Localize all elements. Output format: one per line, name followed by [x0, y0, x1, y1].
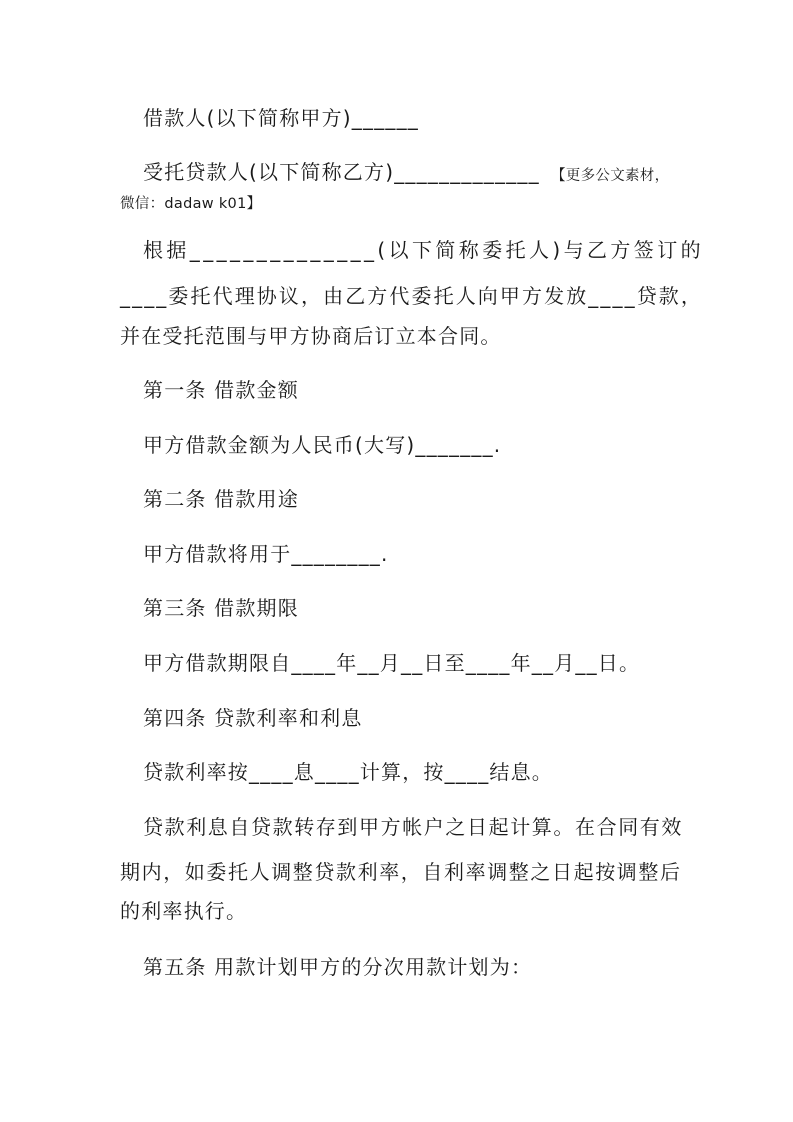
- article-5-heading: 第五条 用款计划甲方的分次用款计划为：: [143, 955, 533, 979]
- article-3-heading: 第三条 借款期限: [143, 596, 299, 620]
- interest-paragraph-line-3: 的利率执行。: [120, 899, 248, 923]
- article-1-body: 甲方借款金额为人民币(大写)_______.: [143, 433, 502, 457]
- interest-paragraph-line-2: 期内，如委托人调整贷款利率，自利率调整之日起按调整后: [120, 860, 682, 884]
- preamble-line-1: 根据______________(以下简称委托人)与乙方签订的: [143, 238, 705, 262]
- article-4-body: 贷款利率按____息____计算，按____结息。: [143, 760, 553, 784]
- borrower-line: 借款人(以下简称甲方)______: [143, 106, 420, 130]
- promo-note-line-1: 【更多公文素材，: [551, 168, 670, 184]
- article-1-heading: 第一条 借款金额: [143, 378, 299, 402]
- promo-note-line-2: 微信：dadaw k01】: [120, 196, 262, 212]
- article-3-body: 甲方借款期限自____年__月__日至____年__月__日。: [143, 651, 641, 675]
- preamble-line-2: ____委托代理协议，由乙方代委托人向甲方发放____贷款，: [120, 284, 703, 308]
- article-2-body: 甲方借款将用于________.: [143, 542, 389, 566]
- interest-paragraph-line-1: 贷款利息自贷款转存到甲方帐户之日起计算。在合同有效: [143, 815, 683, 839]
- trustee-lender-line: 受托贷款人(以下简称乙方)_____________: [143, 160, 540, 184]
- article-2-heading: 第二条 借款用途: [143, 487, 299, 511]
- preamble-line-3: 并在受托范围与甲方协商后订立本合同。: [120, 324, 502, 348]
- article-4-heading: 第四条 贷款利率和利息: [143, 706, 363, 730]
